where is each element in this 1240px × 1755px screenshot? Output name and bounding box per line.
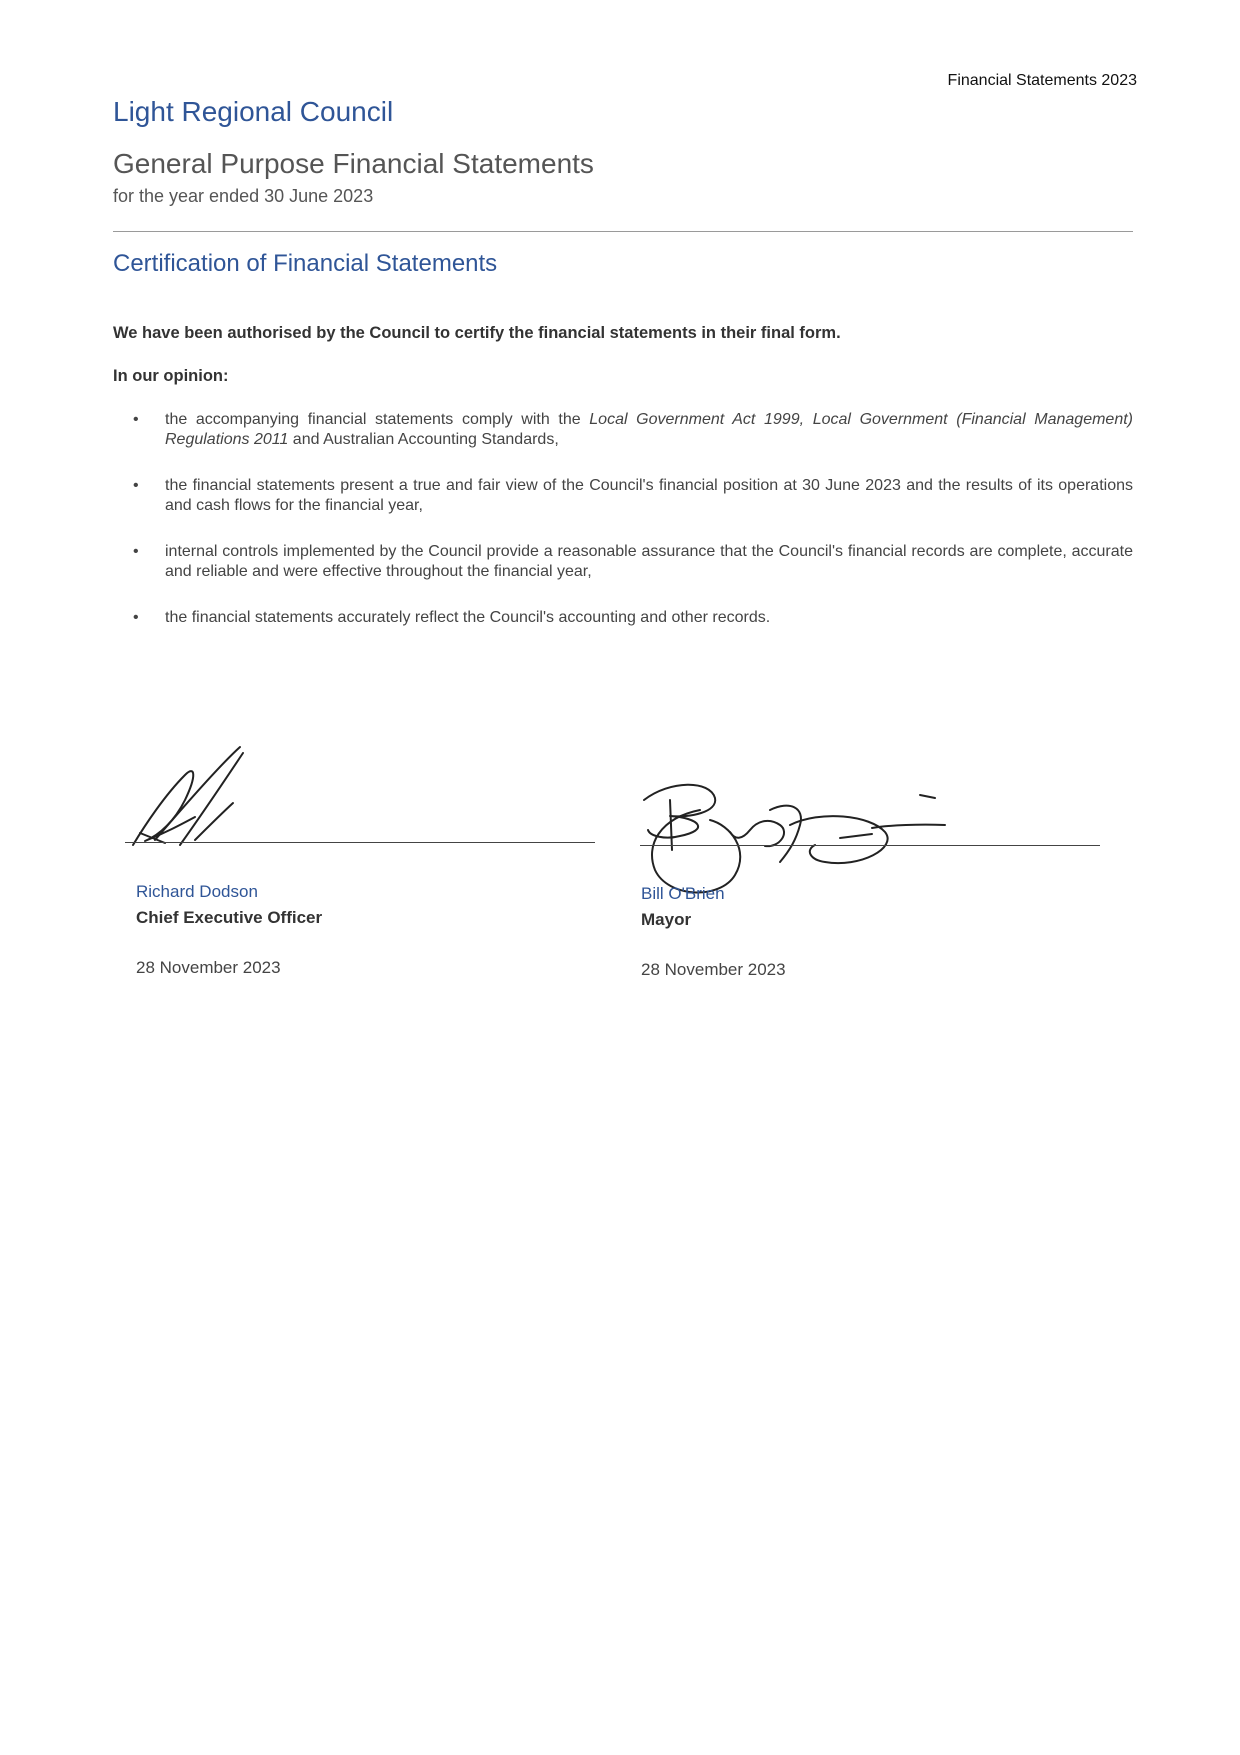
legislation-reference: Local Government Act 1999, Local Government (Financial Management) Regulations 2011 [165, 411, 1133, 448]
bullet-icon: • [133, 609, 139, 626]
mayor-title: Mayor [641, 910, 692, 929]
list-item [113, 410, 1133, 450]
header-divider [113, 231, 1133, 232]
mayor-signature-line [640, 845, 1100, 846]
ceo-name: Richard Dodson [136, 882, 258, 901]
certification-statement: We have been authorised by the Council to certify the financial statements in their final form. [113, 324, 841, 342]
list-item [113, 542, 1133, 582]
bullet-icon: • [133, 411, 139, 428]
list-item [113, 476, 1133, 516]
bullet-icon: • [133, 477, 139, 494]
bullet-text: internal controls implemented by the Council provide a reasonable assurance that the Council's financial records are complete, accurate and reliable and were effective throughout the financial year, [165, 543, 1133, 580]
bullet-text: the financial statements accurately reflect the Council's accounting and other records. [165, 609, 771, 626]
ceo-signature-line [125, 842, 595, 843]
bullet-text-post: and Australian Accounting Standards, [288, 431, 559, 448]
organisation-name: Light Regional Council [113, 96, 394, 127]
document-title: General Purpose Financial Statements [113, 148, 594, 179]
ceo-signature [125, 745, 285, 855]
ceo-title: Chief Executive Officer [136, 908, 323, 927]
bullet-text-pre: the accompanying financial statements comply with the [165, 411, 590, 428]
bullet-icon: • [133, 543, 139, 560]
document-subtitle: for the year ended 30 June 2023 [113, 186, 374, 206]
list-item [113, 608, 1133, 628]
section-title: Certification of Financial Statements [113, 250, 498, 277]
running-header: Financial Statements 2023 [947, 72, 1137, 89]
opinion-list [113, 410, 1133, 654]
ceo-signing-date: 28 November 2023 [136, 958, 281, 977]
bullet-text: the financial statements present a true and fair view of the Council's financial position at 30 June 2023 and the results of its operations and cash flows for the financial year, [165, 477, 1133, 514]
opinion-heading: In our opinion: [113, 367, 229, 385]
mayor-name: Bill O'Brien [641, 884, 725, 903]
mayor-signing-date: 28 November 2023 [641, 960, 786, 979]
